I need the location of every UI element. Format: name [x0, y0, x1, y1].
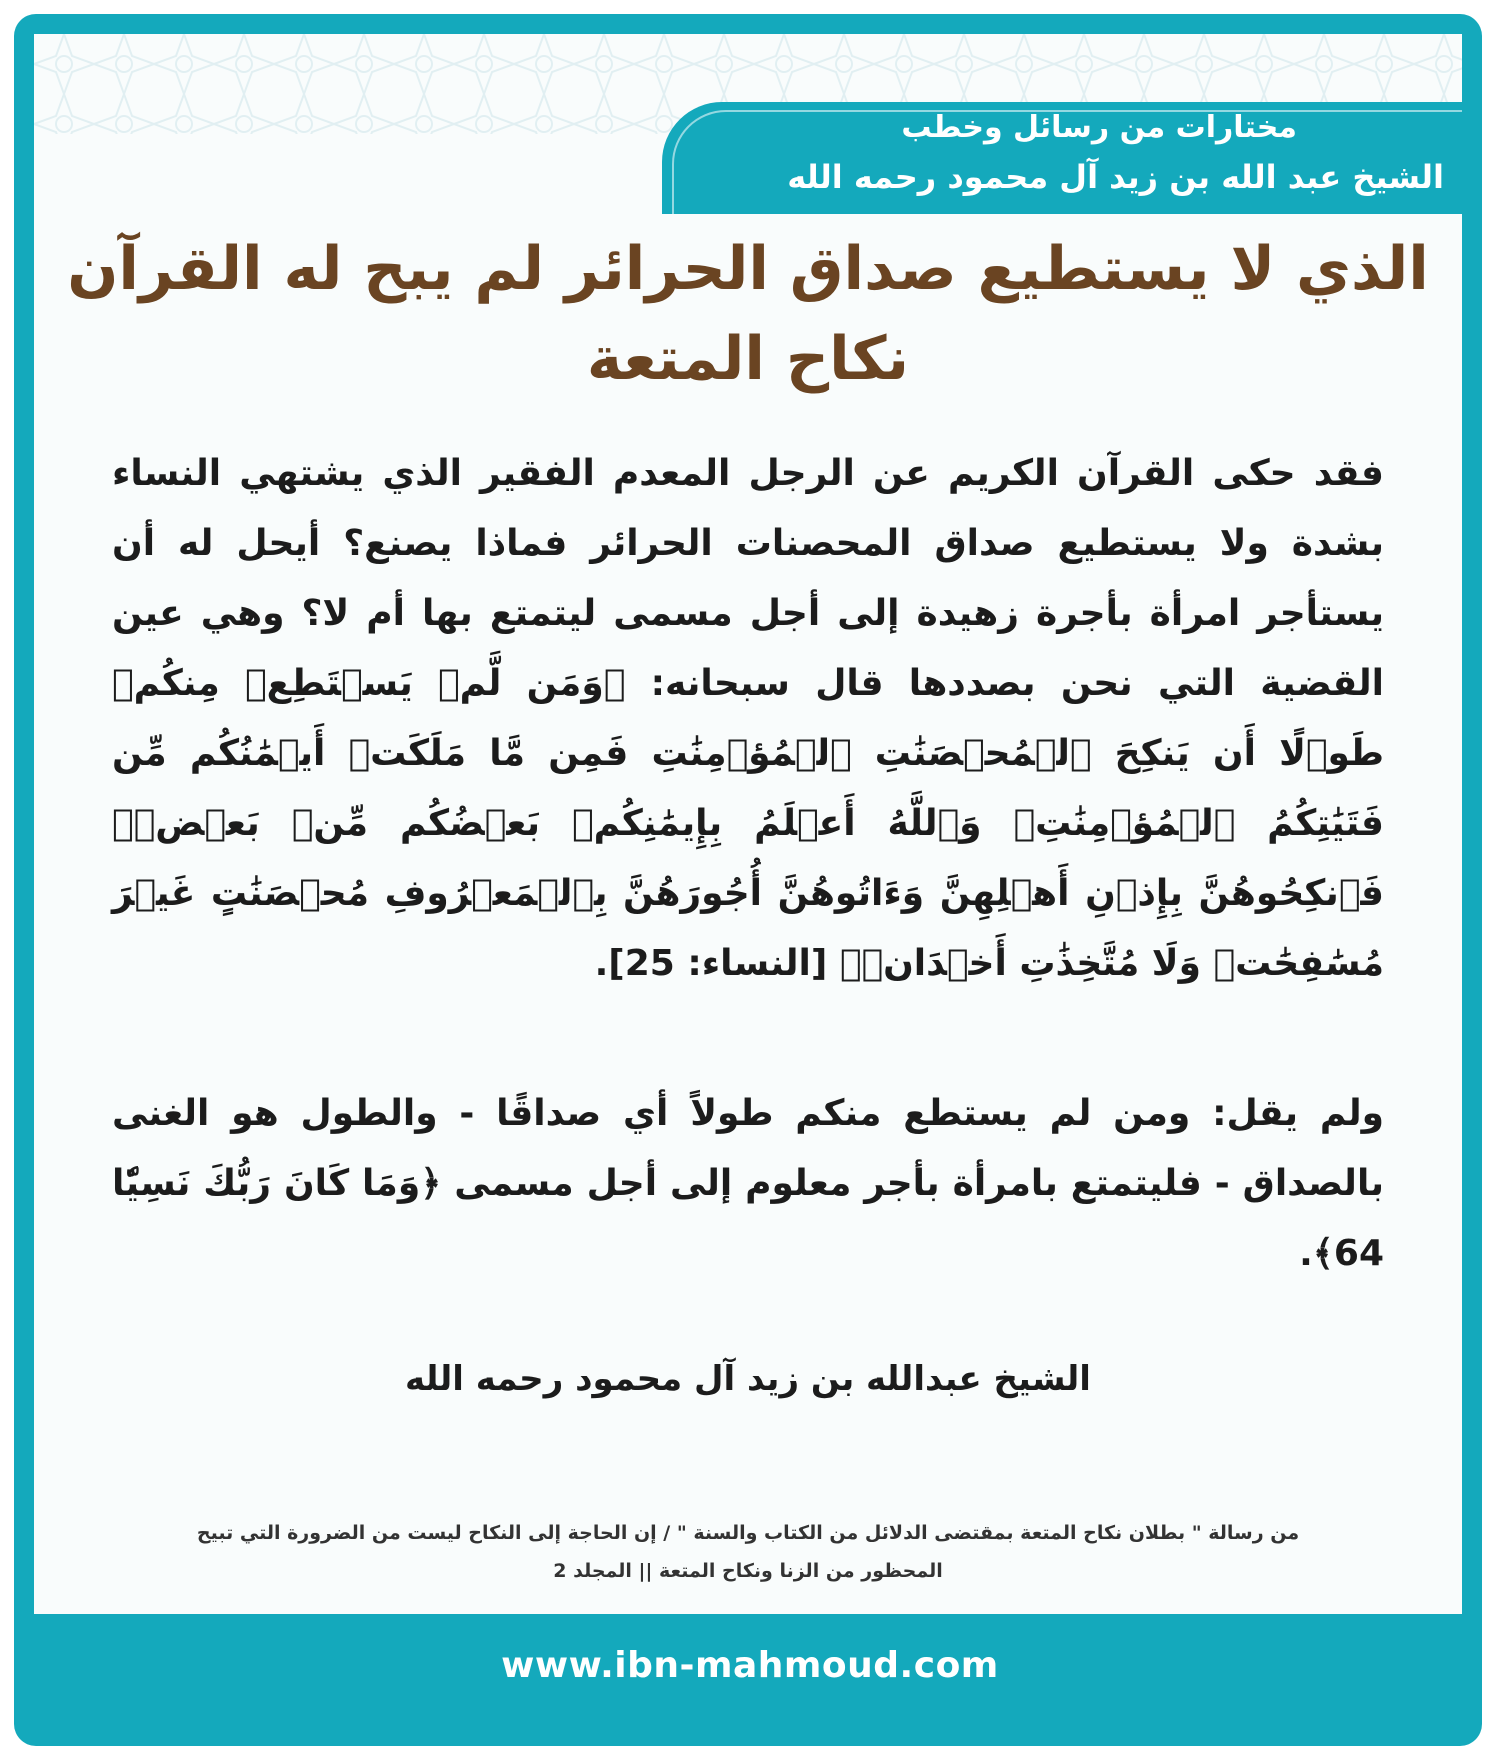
- source-line-2: المحظور من الزنا ونكاح المتعة || المجلد 2: [553, 1560, 943, 1582]
- header-series-title: مختارات من رسائل وخطب: [901, 110, 1297, 145]
- body-paragraph-2: ولم يقل: ومن لم يستطع منكم طولاً أي صداقًا - والطول هو الغنى بالصداق - فليتمتع بامرأة بأجر معلوم إلى أجل مسمى ﴿وَمَا كَانَ رَبُّكَ نَسِيّٗا 64﴾.: [112, 1093, 1384, 1274]
- author-signature: الشيخ عبدالله بن زيد آل محمود رحمه الله: [405, 1359, 1091, 1399]
- body-paragraph-1: فقد حكى القرآن الكريم عن الرجل المعدم الفقير الذي يشتهي النساء بشدة ولا يستطيع صداق المحصنات الحرائر فماذا يصنع؟ أيحل له أن يستأجر امرأة بأجرة زهيدة إلى أجل مسمى ليتمتع بها أم لا؟ وهي عين القضية التي نحن بصددها قال سبحانه: ﴿وَمَن لَّمۡ يَسۡتَطِعۡ مِنكُمۡ طَوۡلًا أَن يَنكِحَ ٱلۡمُحۡصَنَٰتِ ٱلۡمُؤۡمِنَٰتِ فَمِن مَّا مَلَكَتۡ أَيۡمَٰنُكُم مِّن فَتَيَٰتِكُمُ ٱلۡمُؤۡمِنَٰتِۚ وَٱللَّهُ أَعۡلَمُ بِإِيمَٰنِكُمۚ بَعۡضُكُم مِّنۢ بَعۡضٖۚ فَٱنكِحُوهُنَّ بِإِذۡنِ أَهۡلِهِنَّ وَءَاتُوهُنَّ أُجُورَهُنَّ بِٱلۡمَعۡرُوفِ مُحۡصَنَٰتٍ غَيۡرَ مُسَٰفِحَٰتٖ وَلَا مُتَّخِذَٰتِ أَخۡدَانٖ﴾ [النساء: 25].: [112, 453, 1384, 984]
- source-citation: [112, 1514, 1384, 1590]
- content-card: [34, 34, 1462, 1614]
- page-title-line-2: نكاح المتعة: [586, 324, 910, 394]
- header-ribbon: [662, 102, 1462, 214]
- page-title-line-1: الذي لا يستطيع صداق الحرائر لم يبح له القرآن: [67, 234, 1429, 304]
- website-link[interactable]: www.ibn-mahmoud.com: [501, 1645, 999, 1686]
- header-author: الشيخ عبد الله بن زيد آل محمود رحمه الله: [787, 158, 1444, 196]
- source-line-1: من رسالة " بطلان نكاح المتعة بمقتضى الدلائل من الكتاب والسنة " / إن الحاجة إلى النكاح ليست من الضرورة التي تبيح: [196, 1522, 1300, 1544]
